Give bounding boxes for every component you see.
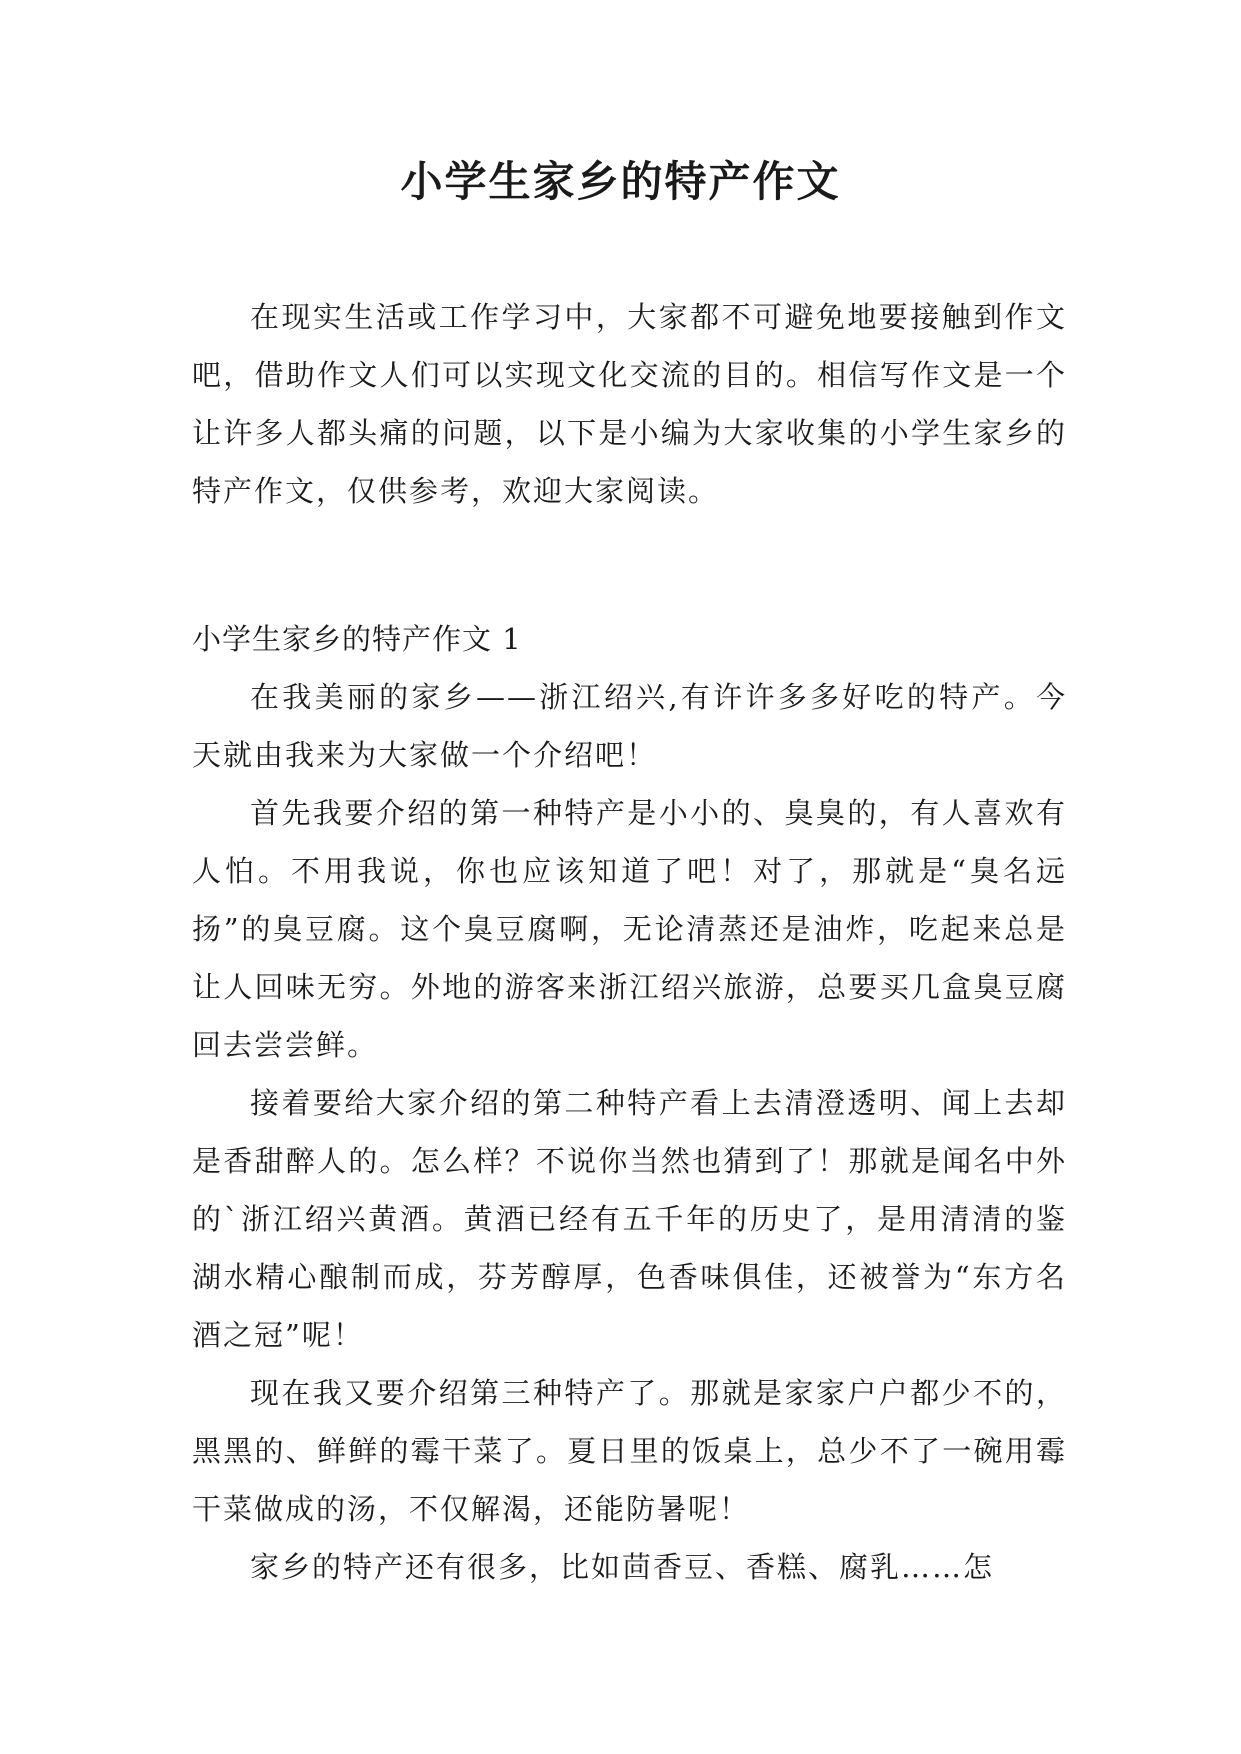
body-paragraph: 在我美丽的家乡——浙江绍兴,有许许多多好吃的特产。今天就由我来为大家做一个介绍吧！ [192,680,1067,772]
body-paragraph: 家乡的特产还有很多，比如茴香豆、香糕、腐乳……怎 [250,1550,995,1584]
section-spacer [192,520,1067,610]
body-paragraph: 接着要给大家介绍的第二种特产看上去清澄透明、闻上去却是香甜醉人的。怎么样？不说你当然也猜到了！那就是闻名中外的`浙江绍兴黄酒。黄酒已经有五千年的历史了，是用清清的鉴湖水精心酿制而成，芬芳醇厚，色香味俱佳，还被誉为“东方名酒之冠”呢！ [192,1086,1067,1352]
document-body [192,288,1067,1596]
body-paragraph: 现在我又要介绍第三种特产了。那就是家家户户都少不的，黑黑的、鲜鲜的霉干菜了。夏日里的饭桌上，总少不了一碗用霉干菜做成的汤，不仅解渴，还能防暑呢！ [192,1376,1067,1526]
section-heading: 小学生家乡的特产作文 1 [192,622,522,656]
body-paragraph: 首先我要介绍的第一种特产是小小的、臭臭的，有人喜欢有人怕。不用我说，你也应该知道了吧！对了，那就是“臭名远扬”的臭豆腐。这个臭豆腐啊，无论清蒸还是油炸，吃起来总是让人回味无穷。外地的游客来浙江绍兴旅游，总要买几盒臭豆腐回去尝尝鲜。 [192,796,1067,1062]
intro-paragraph: 在现实生活或工作学习中，大家都不可避免地要接触到作文吧，借助作文人们可以实现文化交流的目的。相信写作文是一个让许多人都头痛的问题，以下是小编为大家收集的小学生家乡的特产作文，仅供参考，欢迎大家阅读。 [192,300,1067,508]
document-title: 小学生家乡的特产作文 [400,157,841,206]
